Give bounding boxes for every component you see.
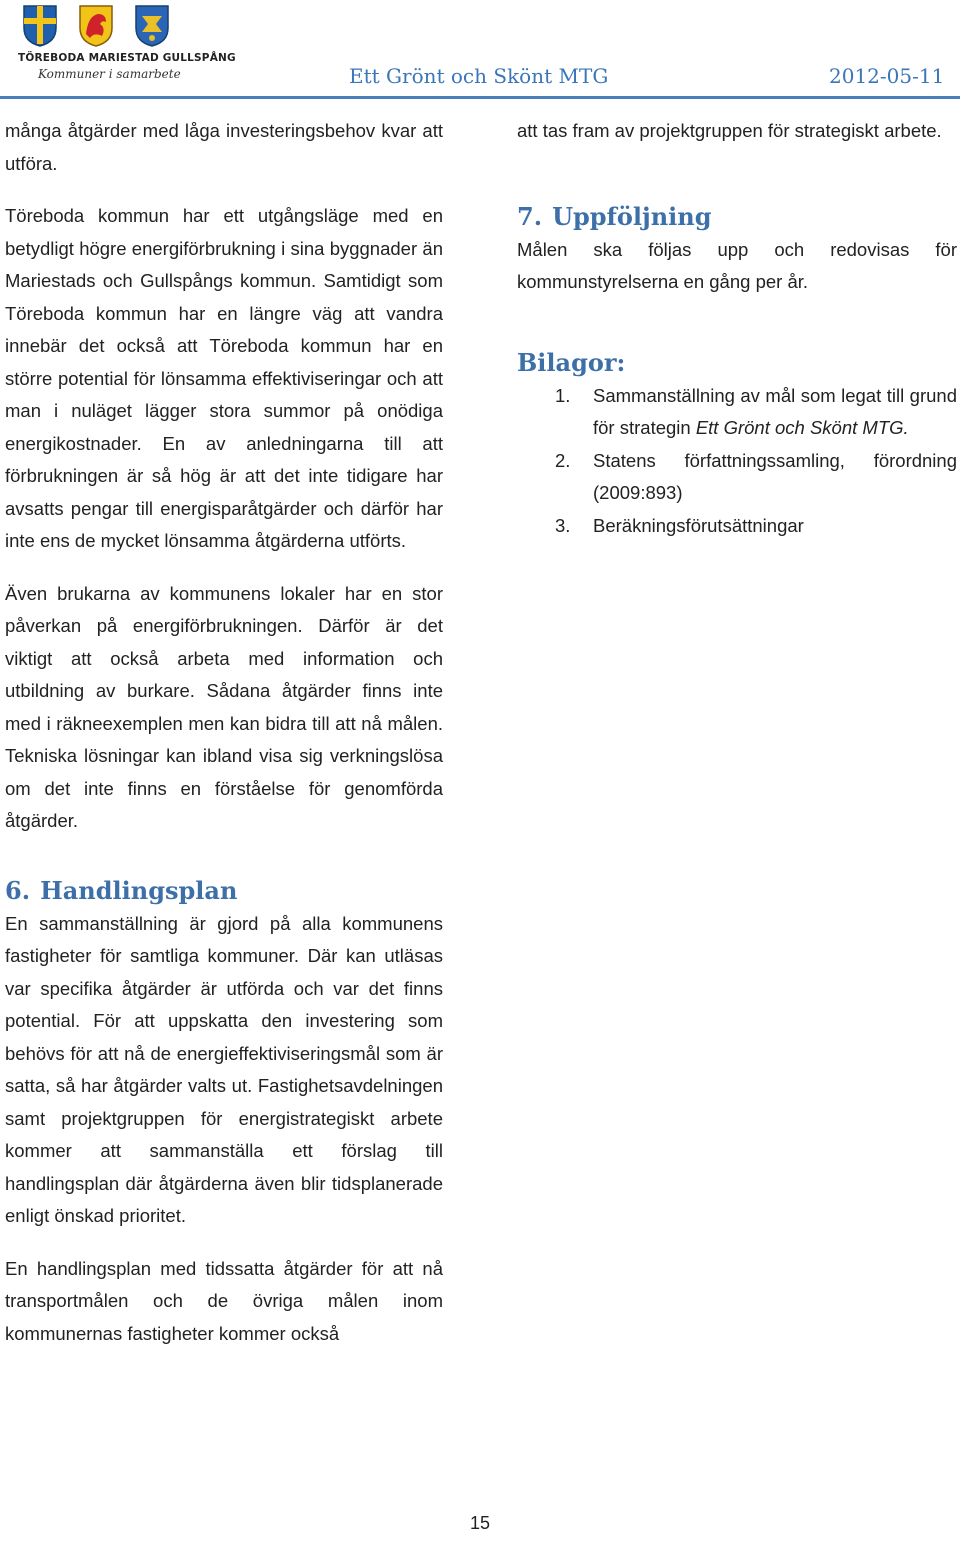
- list-item-text: Beräkningsförutsättningar: [593, 514, 804, 536]
- paragraph: Även brukarna av kommunens lokaler har en stor påverkan på energiförbrukningen. Därför är det viktigt att också arbeta med information och utbildning av burkare. Sådana åtgärder finns inte med i räkneexemplen men kan bidra till att nå målen. Tekniska lösningar kan ibland visa sig verkningslösa om det inte finns en förståelse för genomförda åtgärder.: [5, 582, 443, 831]
- left-column: [5, 115, 443, 1350]
- toreboda-shield-icon: [22, 4, 58, 48]
- document-title: Ett Grönt och Skönt MTG: [349, 64, 609, 88]
- paragraph: Målen ska följas upp och redovisas för kommunstyrelserna en gång per år.: [517, 238, 957, 292]
- list-number: 1.: [555, 384, 571, 406]
- list-item: [517, 380, 957, 445]
- section-number: 7.: [517, 201, 543, 231]
- list-number: 3.: [555, 514, 571, 536]
- municipality-logos: [18, 4, 236, 84]
- list-item-text: Sammanställning av mål som legat till grund för strategin: [593, 384, 957, 438]
- section-heading-handlingsplan: [5, 874, 443, 908]
- paragraph: En handlingsplan med tidssatta åtgärder för att nå transportmålen och de övriga målen inom kommunernas fastigheter kommer också: [5, 1257, 443, 1344]
- list-item-text: Statens författningssamling, förordning (2009:893): [593, 449, 957, 503]
- right-column: [517, 115, 957, 542]
- paragraph: många åtgärder med låga investeringsbehov kvar att utföra.: [5, 120, 443, 174]
- section-number: 6.: [5, 875, 31, 905]
- list-item: [517, 510, 957, 543]
- page-header: [0, 0, 960, 100]
- list-number: 2.: [555, 449, 571, 471]
- document-date: 2012-05-11: [829, 64, 945, 88]
- appendix-list: [517, 380, 957, 543]
- section-title: Uppföljning: [552, 201, 712, 231]
- list-item-italic-text: Ett Grönt och Skönt MTG.: [695, 417, 909, 438]
- logo-tagline: Kommuner i samarbete: [38, 67, 181, 81]
- paragraph: Töreboda kommun har ett utgångsläge med en betydligt högre energiförbrukning i sina byggnader än Mariestads och Gullspångs kommun. Samtidigt som Töreboda kommun har en längre väg att vandra innebär det också att Töreboda kommun har en större potential för lönsamma effektiviseringar och att man i nuläget lägger stora summor på onödiga energikostnader. En av anledningarna till att förbrukningen är så hög är att det inte tidigare har avsatts pengar till energisparåtgärder och därför har inte ens de mycket lönsamma åtgärderna utförts.: [5, 205, 443, 551]
- paragraph: En sammanställning är gjord på alla kommunens fastigheter för samtliga kommuner. Där kan utläsas var specifika åtgärder är utförda och var det finns potential. För att uppskatta den investering som behövs för att nå de energieffektiviseringsmål som är satta, så har åtgärder valts ut. Fastighetsavdelningen samt projektgruppen för energistrategiskt arbete kommer att sammanställa ett förslag till handlingsplan där åtgärderna även blir tidsplanerade enligt önskad prioritet.: [5, 912, 443, 1226]
- header-rule: [0, 96, 960, 99]
- paragraph: att tas fram av projektgruppen för strategiskt arbete.: [517, 120, 942, 141]
- bilagor-heading: Bilagor:: [517, 347, 626, 377]
- section-title: Handlingsplan: [40, 875, 238, 905]
- list-item: [517, 445, 957, 510]
- page-number: 15: [470, 1513, 491, 1533]
- section-heading-uppfoljning: [517, 200, 957, 234]
- gullspang-shield-icon: [134, 4, 170, 48]
- logo-municipalities-text: TÖREBODA MARIESTAD GULLSPÅNG: [18, 52, 236, 64]
- mariestad-shield-icon: [78, 4, 114, 48]
